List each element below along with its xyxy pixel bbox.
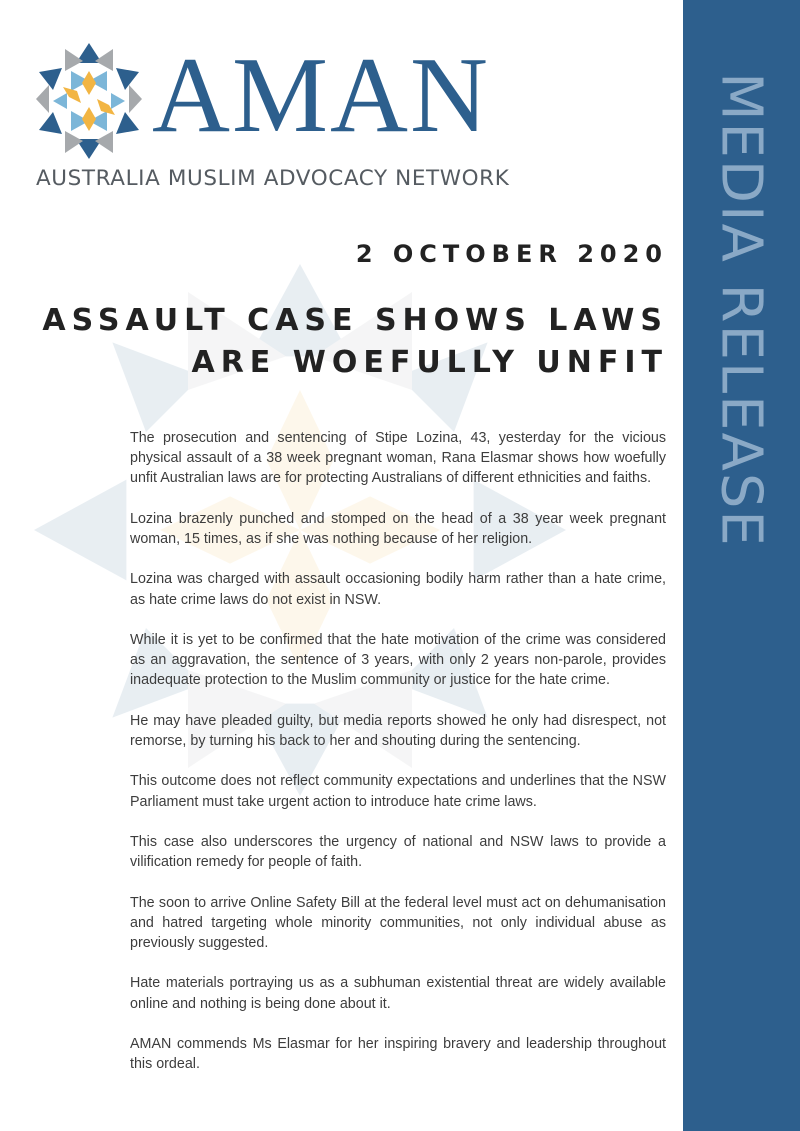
headline-line-1: ASSAULT CASE SHOWS LAWS	[42, 303, 668, 338]
body-paragraph-10: AMAN commends Ms Elasmar for her inspiring bravery and leadership throughout this ordeal.	[130, 1035, 666, 1073]
brand-name: AMAN	[152, 36, 491, 155]
body-paragraph-9: Hate materials portraying us as a subhuman existential threat are widely available online and nothing is being done about it.	[130, 975, 666, 1012]
aman-logo-icon	[36, 42, 142, 160]
release-body	[130, 428, 666, 1095]
body-paragraph-3: Lozina was charged with assault occasioning bodily harm rather than a hate crime, as hate crime laws do not exist in NSW.	[130, 571, 666, 608]
release-date: 2 OCTOBER 2020	[355, 240, 668, 268]
body-paragraph-7: This case also underscores the urgency of national and NSW laws to provide a vilification remedy for people of faith.	[130, 833, 666, 871]
headline-line-2: ARE WOEFULLY UNFIT	[191, 345, 668, 380]
body-paragraph-2: Lozina brazenly punched and stomped on the head of a 38 year week pregnant woman, 15 times, as if she was nothing because of her religion.	[130, 510, 666, 547]
brand-tagline: AUSTRALIA MUSLIM ADVOCACY NETWORK	[36, 166, 510, 191]
body-paragraph-6: This outcome does not reflect community expectations and underlines that the NSW Parliament must take urgent action to introduce hate crime laws.	[130, 773, 666, 810]
body-paragraph-4: While it is yet to be confirmed that the hate motivation of the crime was considered as an aggravation, the sentence of 3 years, with only 2 years non-parole, provides inadequate protection to the Muslim community or justice for the hate crime.	[130, 631, 666, 689]
body-paragraph-5: He may have pleaded guilty, but media reports showed he only had disrespect, not remorse, by turning his back to her and shouting during the sentencing.	[130, 712, 666, 749]
headline	[28, 300, 668, 384]
body-paragraph-1: The prosecution and sentencing of Stipe Lozina, 43, yesterday for the vicious physical assault of a 38 week pregnant woman, Rana Elasmar shows how woefully unfit Australian laws are for protecting Australians of different ethnicities and faiths.	[130, 430, 666, 487]
body-paragraph-8: The soon to arrive Online Safety Bill at the federal level must act on dehumanisation and hatred targeting whole minority communities, not only individual abuse as previously suggested.	[130, 894, 666, 951]
media-release-label: MEDIA RELEASE	[708, 72, 774, 548]
